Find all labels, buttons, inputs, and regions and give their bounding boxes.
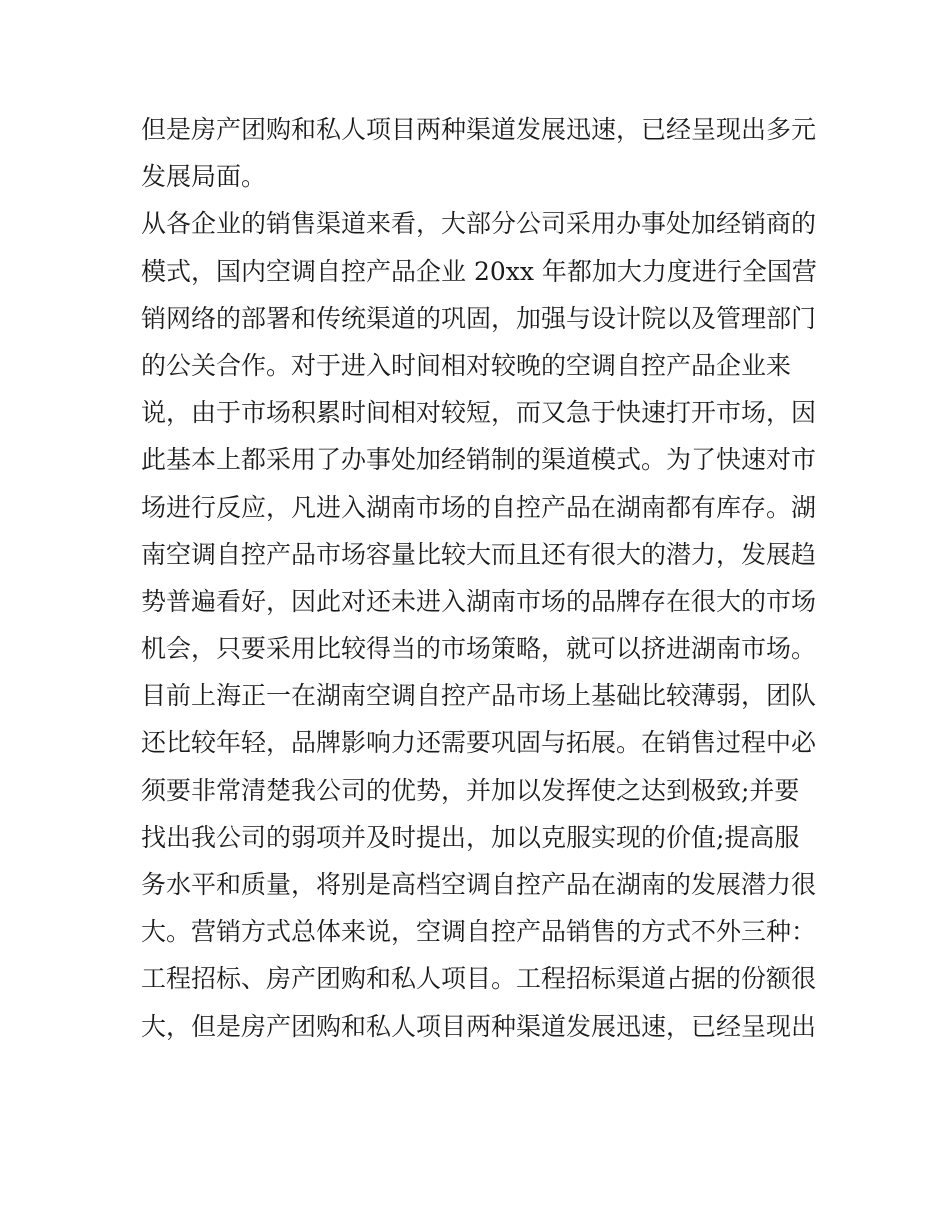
- text-line: 场进行反应，凡进入湖南市场的自控产品在湖南都有库存。湖: [141, 492, 817, 522]
- text-line: 发展局面。: [141, 162, 267, 192]
- text-line: 大，但是房产团购和私人项目两种渠道发展迅速，已经呈现出: [141, 1011, 817, 1041]
- text-line: 须要非常清楚我公司的优势，并加以发挥使之达到极致;并要: [141, 775, 800, 805]
- text-line: 机会，只要采用比较得当的市场策略，就可以挤进湖南市场。: [141, 634, 817, 664]
- text-line: 务水平和质量，将别是高档空调自控产品在湖南的发展潜力很: [141, 870, 817, 899]
- text-line: 销网络的部署和传统渠道的巩固，加强与设计院以及管理部门: [141, 303, 817, 333]
- text-line: 南空调自控产品市场容量比较大而且还有很大的潜力，发展趋: [141, 539, 817, 569]
- text-line: 但是房产团购和私人项目两种渠道发展迅速，已经呈现出多元: [141, 115, 817, 144]
- text-line: 此基本上都采用了办事处加经销制的渠道模式。为了快速对市: [141, 445, 817, 475]
- text-line: 工程招标、房产团购和私人项目。工程招标渠道占据的份额很: [141, 964, 817, 994]
- text-line: 找出我公司的弱项并及时提出，加以克服实现的价值;提高服: [141, 822, 800, 852]
- text-line: 势普遍看好，因此对还未进入湖南市场的品牌存在很大的市场: [141, 586, 817, 616]
- body-text: [141, 106, 821, 1050]
- text-line: 还比较年轻，品牌影响力还需要巩固与拓展。在销售过程中必: [141, 728, 817, 758]
- text-line: 模式，国内空调自控产品企业 20xx 年都加大力度进行全国营: [141, 256, 817, 286]
- text-line: 目前上海正一在湖南空调自控产品市场上基础比较薄弱，团队: [141, 681, 817, 711]
- text-line: 的公关合作。对于进入时间相对较晚的空调自控产品企业来: [141, 350, 792, 380]
- text-line: 大。营销方式总体来说，空调自控产品销售的方式不外三种：: [141, 917, 817, 947]
- text-line: 说，由于市场积累时间相对较短，而又急于快速打开市场，因: [141, 398, 817, 428]
- text-line: 从各企业的销售渠道来看，大部分公司采用办事处加经销商的: [141, 209, 817, 239]
